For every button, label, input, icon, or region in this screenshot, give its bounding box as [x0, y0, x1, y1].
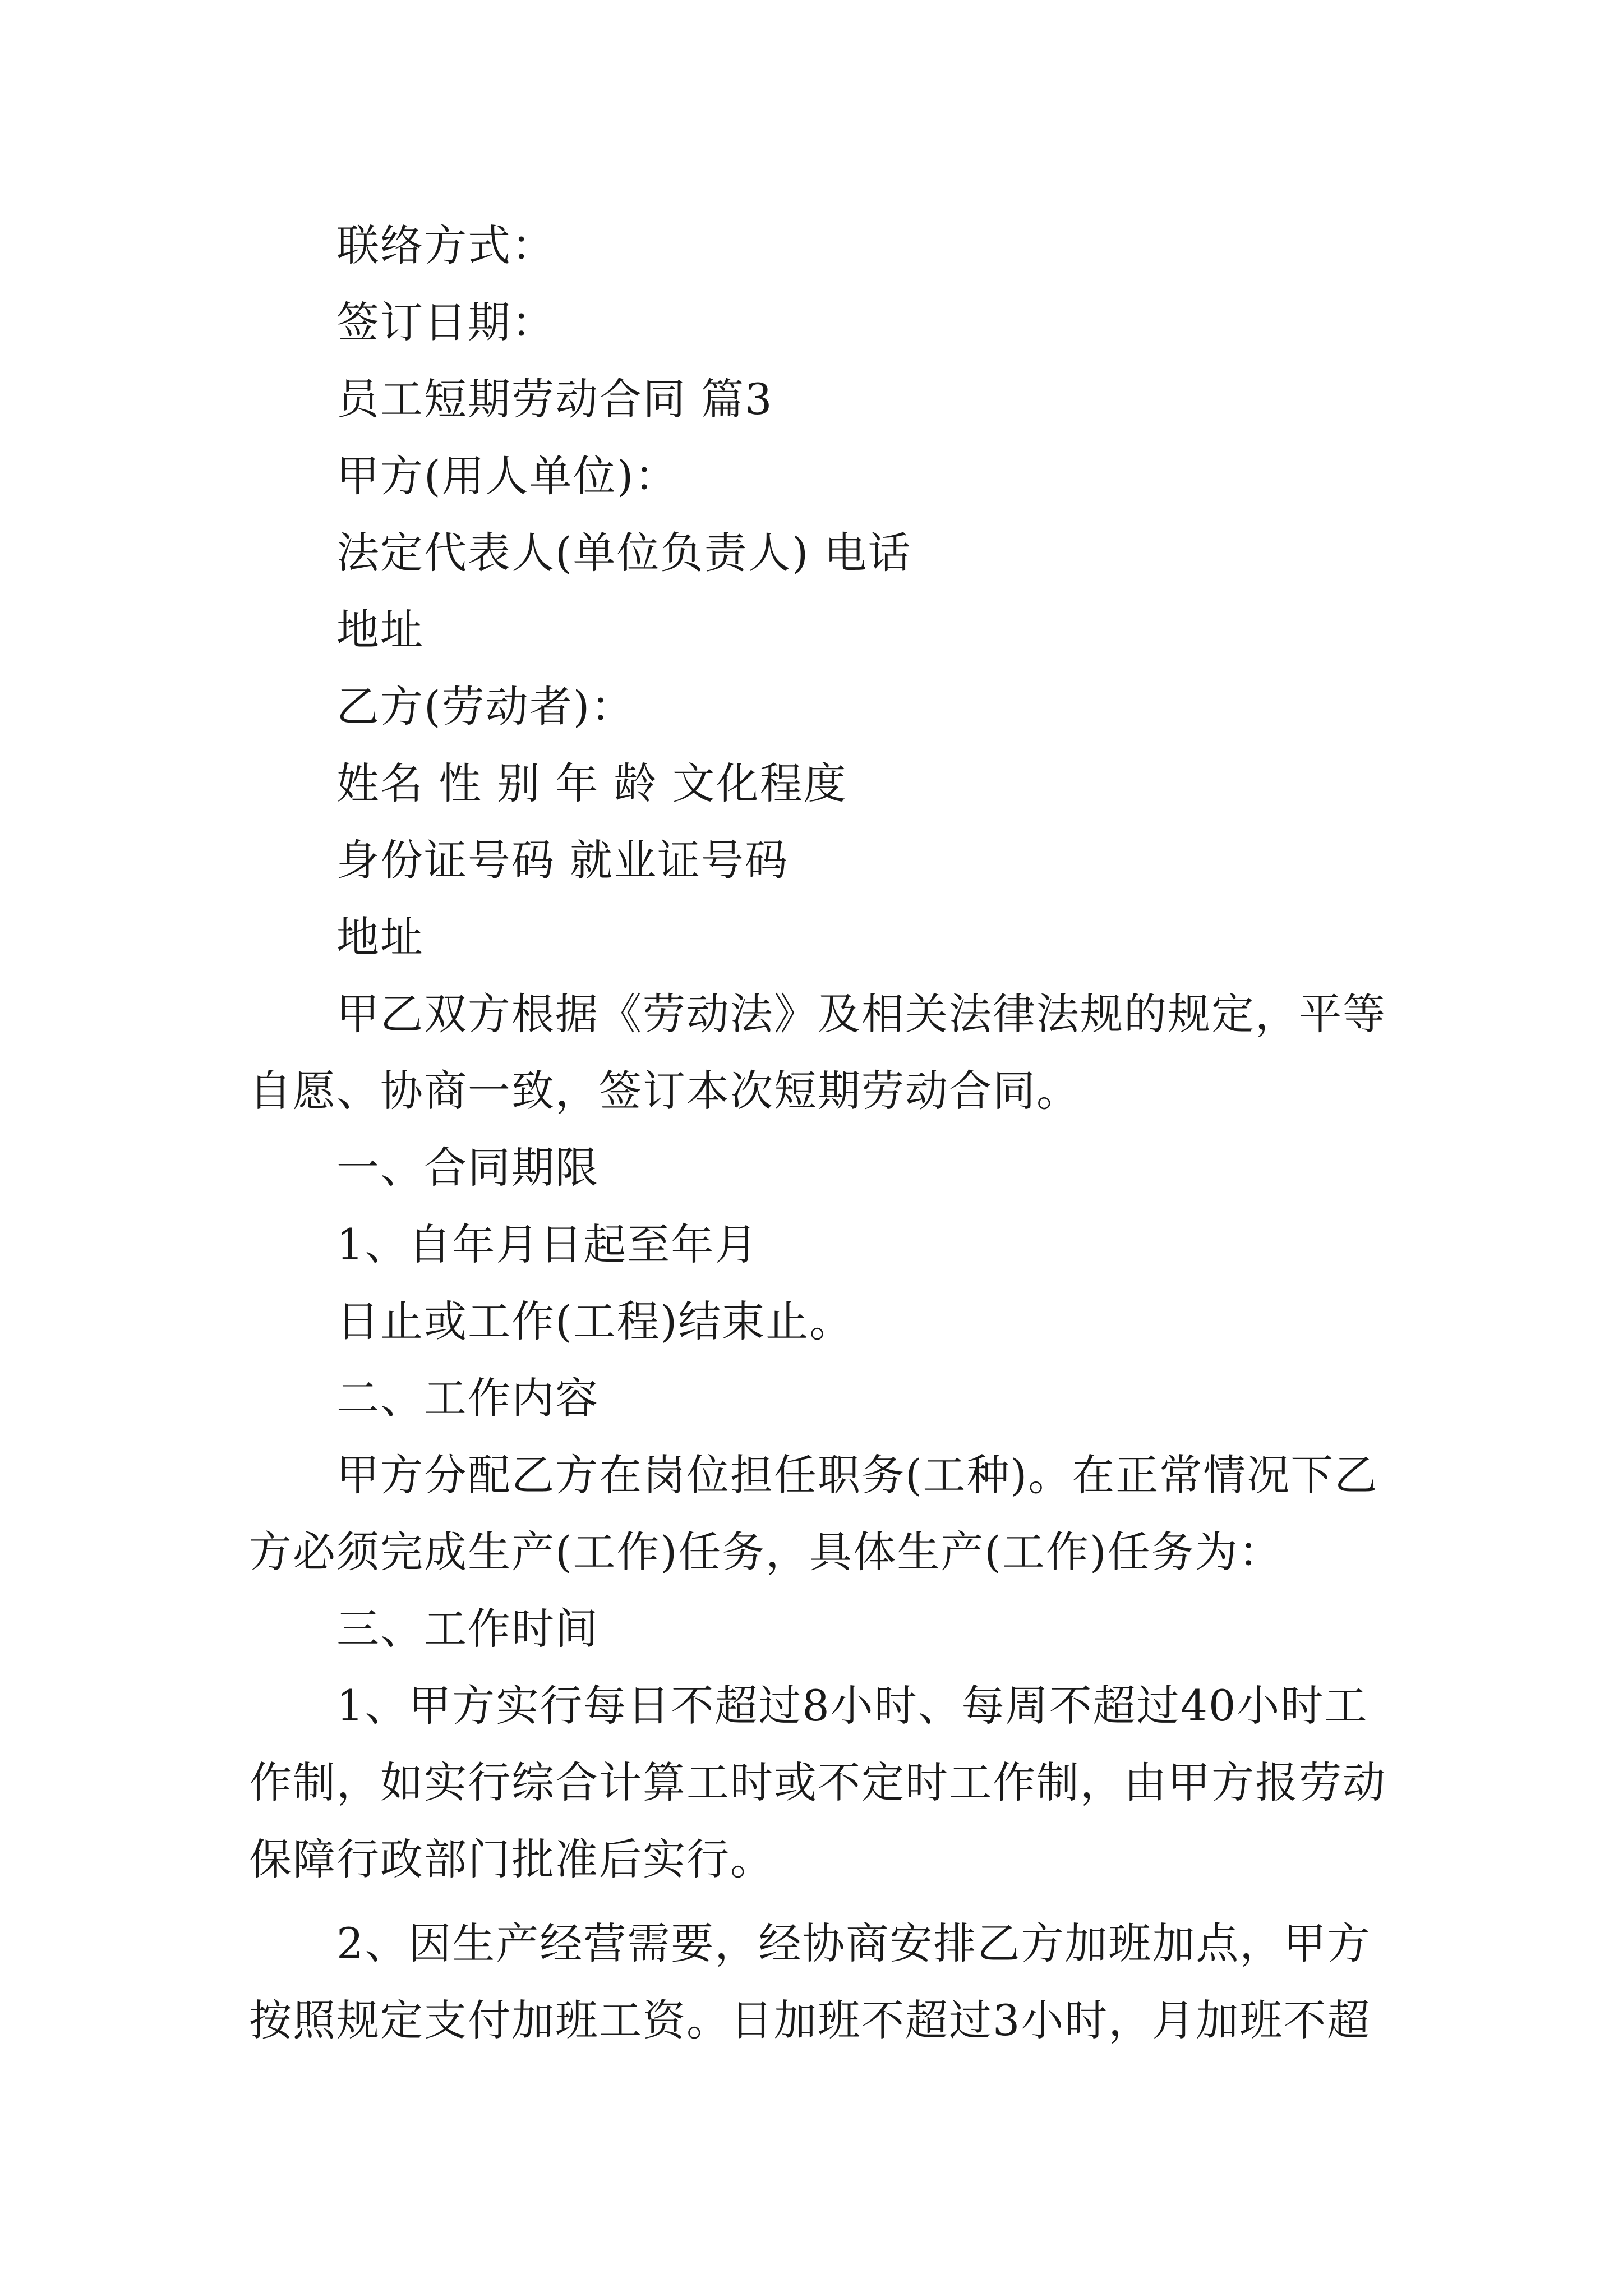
preamble-line-1: 甲乙双方根据《劳动法》及相关法律法规的规定，平等	[336, 989, 1386, 1039]
section-3-heading: 三、工作时间	[336, 1604, 599, 1654]
section-2-heading: 二、工作内容	[336, 1373, 599, 1423]
party-b-line: 乙方(劳动者)：	[336, 682, 635, 731]
work-hours-clause-1-line-3: 保障行政部门批准后实行。	[249, 1834, 774, 1884]
preamble-line-2: 自愿、协商一致，签订本次短期劳动合同。	[249, 1066, 1080, 1116]
party-a-line: 甲方(用人单位)：	[336, 451, 679, 501]
id-number-line: 身份证号码 就业证号码	[336, 835, 789, 885]
work-hours-clause-1-line-2: 作制，如实行综合计算工时或不定时工作制，由甲方报劳动	[249, 1757, 1386, 1807]
work-content-line-2: 方必须完成生产(工作)任务，具体生产(工作)任务为：	[249, 1527, 1283, 1577]
contact-method-line: 联络方式：	[336, 220, 555, 270]
party-b-address-line: 地址	[336, 912, 424, 962]
overtime-clause-line-1: 2、因生产经营需要，经协商安排乙方加班加点，甲方	[336, 1918, 1371, 1968]
party-b-info-line: 姓名 性 别 年 龄 文化程度	[336, 758, 847, 808]
party-a-address-line: 地址	[336, 605, 424, 655]
contract-heading: 员工短期劳动合同 篇3	[336, 374, 773, 424]
term-clause-line-2: 日止或工作(工程)结束止。	[336, 1296, 854, 1346]
term-clause-line-1: 1、自年月日起至年月	[336, 1220, 759, 1269]
legal-representative-line: 法定代表人(单位负责人) 电话	[336, 528, 912, 578]
signing-date-line: 签订日期：	[336, 297, 555, 347]
work-content-line-1: 甲方分配乙方在岗位担任职务(工种)。在正常情况下乙	[336, 1450, 1378, 1500]
section-1-heading: 一、合同期限	[336, 1143, 599, 1193]
work-hours-clause-1-line-1: 1、甲方实行每日不超过8小时、每周不超过40小时工	[336, 1681, 1368, 1731]
overtime-clause-line-2: 按照规定支付加班工资。日加班不超过3小时，月加班不超	[249, 1995, 1371, 2045]
